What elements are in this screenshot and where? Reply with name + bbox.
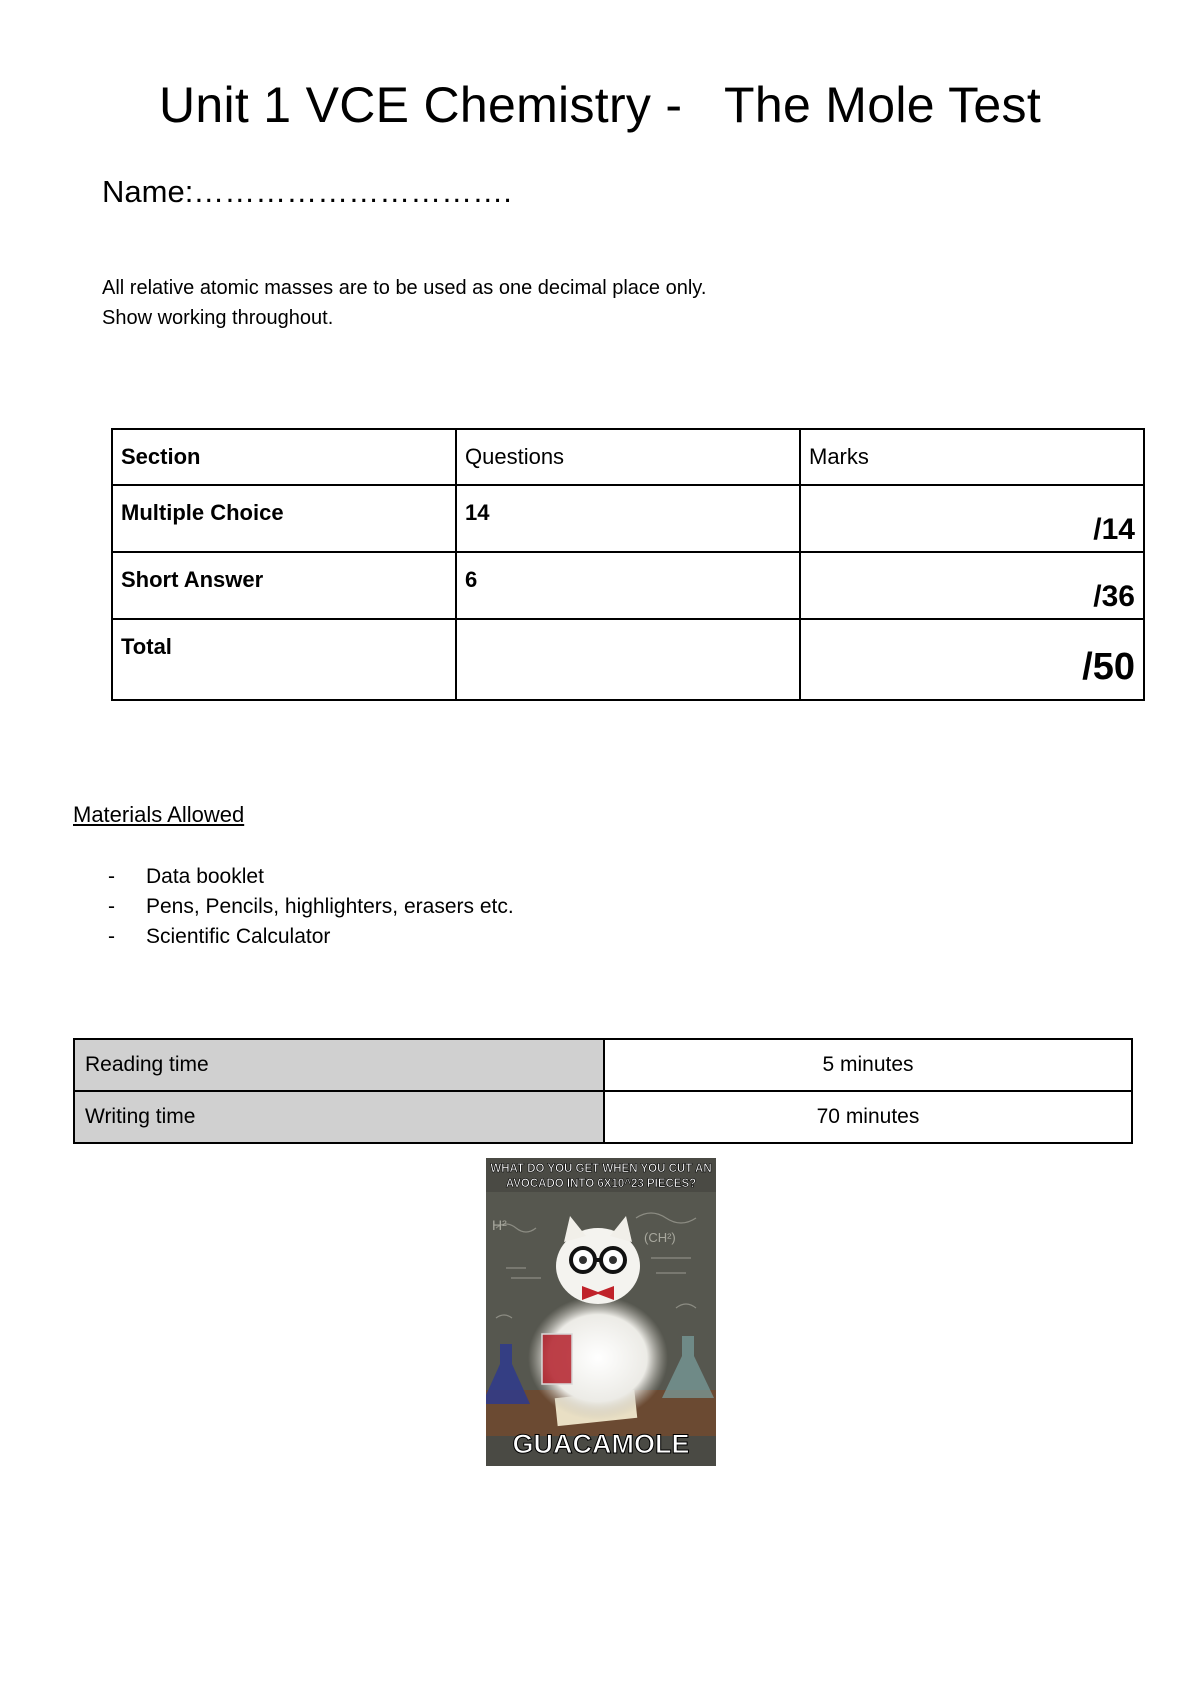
list-item-label: Data booklet: [146, 865, 264, 888]
dash-bullet: -: [108, 925, 115, 948]
chalk-formula-left: H²: [492, 1217, 507, 1233]
meme-caption-top-2: AVOCADO INTO 6X10^23 PIECES?: [505, 1178, 697, 1190]
marks-cell: /14: [800, 485, 1144, 552]
table-row: [74, 1091, 1132, 1143]
marks-cell: /36: [800, 552, 1144, 619]
table-header-row: [112, 429, 1144, 485]
reading-time-label: Reading time: [74, 1039, 604, 1091]
beaker-icon: [542, 1334, 572, 1384]
total-marks-cell: /50: [800, 619, 1144, 700]
list-item: [108, 922, 514, 952]
meme-caption-bottom: GUACAMOLE: [512, 1429, 690, 1459]
page-title: Unit 1 VCE Chemistry - The Mole Test: [158, 77, 1042, 133]
marks-table: [111, 428, 1145, 701]
section-cell: Total: [112, 619, 456, 700]
chemistry-cat-meme-image: [486, 1158, 716, 1466]
section-cell: Multiple Choice: [112, 485, 456, 552]
reading-time-value: 5 minutes: [604, 1039, 1132, 1091]
header-questions: Questions: [456, 429, 800, 485]
section-cell: Short Answer: [112, 552, 456, 619]
questions-cell: 14: [456, 485, 800, 552]
header-marks: Marks: [800, 429, 1144, 485]
list-item: [108, 862, 514, 892]
instruction-line: Show working throughout.: [102, 307, 334, 329]
dash-bullet: -: [108, 895, 115, 918]
table-row: [74, 1039, 1132, 1091]
meme-caption-top-1: WHAT DO YOU GET WHEN YOU CUT AN: [490, 1163, 712, 1175]
materials-list: [108, 862, 514, 952]
questions-cell: [456, 619, 800, 700]
questions-cell: 6: [456, 552, 800, 619]
chalk-formula-right: (CH²): [644, 1230, 676, 1245]
instruction-line: All relative atomic masses are to be used as one decimal place only.: [102, 277, 707, 299]
dash-bullet: -: [108, 865, 115, 888]
writing-time-label: Writing time: [74, 1091, 604, 1143]
list-item: [108, 892, 514, 922]
list-item-label: Pens, Pencils, highlighters, erasers etc.: [146, 895, 514, 918]
table-row: [112, 552, 1144, 619]
materials-heading: Materials Allowed: [73, 802, 245, 827]
list-item-label: Scientific Calculator: [146, 925, 331, 948]
table-row-total: [112, 619, 1144, 700]
writing-time-value: 70 minutes: [604, 1091, 1132, 1143]
table-row: [112, 485, 1144, 552]
header-section: Section: [112, 429, 456, 485]
instructions: [102, 273, 706, 333]
name-field-line: Name:………………………….: [102, 174, 512, 209]
times-table: [73, 1038, 1133, 1144]
